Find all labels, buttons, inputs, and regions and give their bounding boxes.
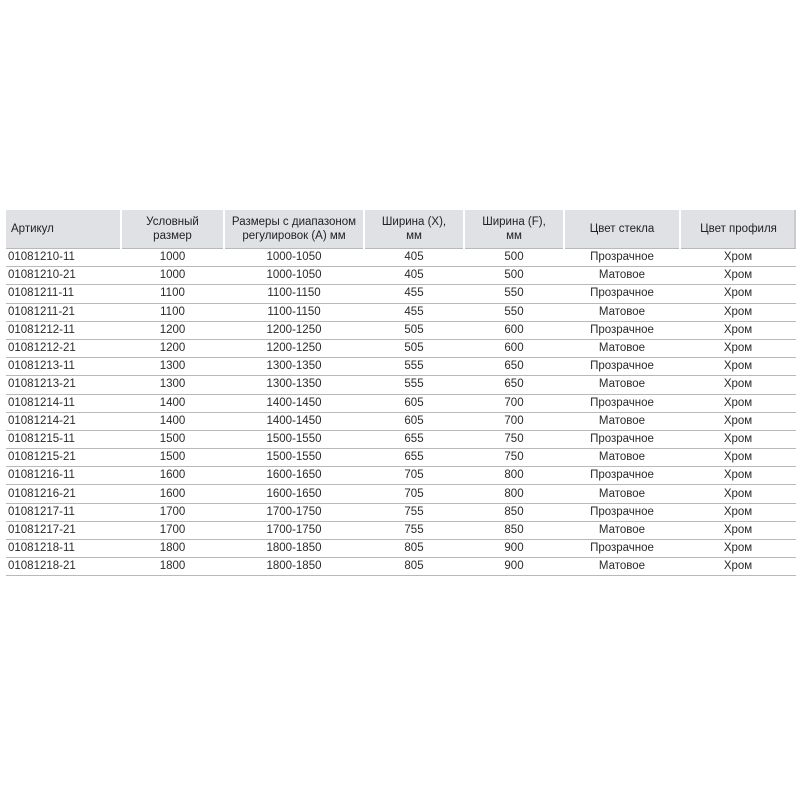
cell-glass-color: Матовое: [564, 449, 680, 467]
header-line: Размеры с диапазоном: [231, 216, 357, 228]
cell-width-f: 700: [464, 412, 564, 430]
table-header: [6, 210, 796, 249]
cell-width-x: 455: [364, 285, 464, 303]
table-row: [6, 321, 796, 339]
table-row: [6, 449, 796, 467]
header-line: Цвет стекла: [589, 223, 655, 235]
cell-width-f: 850: [464, 503, 564, 521]
cell-width-f: 500: [464, 249, 564, 267]
cell-article: 01081215-21: [6, 449, 121, 467]
cell-adjustment-range: 1800-1850: [224, 540, 364, 558]
table-row: [6, 376, 796, 394]
cell-article: 01081218-21: [6, 558, 121, 576]
cell-glass-color: Прозрачное: [564, 467, 680, 485]
table-row: [6, 339, 796, 357]
cell-adjustment-range: 1800-1850: [224, 558, 364, 576]
cell-profile-color: Хром: [680, 521, 796, 539]
cell-width-x: 805: [364, 540, 464, 558]
cell-profile-color: Хром: [680, 285, 796, 303]
column-header-nominal-size: [121, 210, 224, 249]
cell-profile-color: Хром: [680, 558, 796, 576]
header-line: размер: [153, 230, 192, 242]
cell-nominal-size: 1500: [121, 449, 224, 467]
cell-adjustment-range: 1400-1450: [224, 412, 364, 430]
cell-profile-color: Хром: [680, 339, 796, 357]
cell-adjustment-range: 1000-1050: [224, 249, 364, 267]
cell-glass-color: Матовое: [564, 485, 680, 503]
cell-width-x: 805: [364, 558, 464, 576]
cell-width-x: 605: [364, 394, 464, 412]
cell-article: 01081218-11: [6, 540, 121, 558]
cell-width-f: 650: [464, 376, 564, 394]
cell-nominal-size: 1800: [121, 540, 224, 558]
cell-width-f: 900: [464, 558, 564, 576]
cell-adjustment-range: 1200-1250: [224, 339, 364, 357]
header-line: Условный: [146, 216, 199, 228]
header-row: [6, 210, 796, 249]
cell-nominal-size: 1500: [121, 430, 224, 448]
cell-width-f: 800: [464, 467, 564, 485]
product-spec-table-container: [6, 210, 796, 576]
column-header-width-f: [464, 210, 564, 249]
cell-article: 01081211-11: [6, 285, 121, 303]
cell-width-f: 500: [464, 267, 564, 285]
column-header-profile-color: [680, 210, 796, 249]
cell-nominal-size: 1200: [121, 321, 224, 339]
cell-width-f: 550: [464, 303, 564, 321]
table-row: [6, 521, 796, 539]
cell-article: 01081213-21: [6, 376, 121, 394]
cell-width-x: 555: [364, 376, 464, 394]
cell-nominal-size: 1600: [121, 467, 224, 485]
cell-profile-color: Хром: [680, 267, 796, 285]
cell-glass-color: Матовое: [564, 303, 680, 321]
cell-adjustment-range: 1300-1350: [224, 376, 364, 394]
header-right-edge: [794, 210, 796, 248]
cell-profile-color: Хром: [680, 376, 796, 394]
cell-glass-color: Прозрачное: [564, 249, 680, 267]
cell-nominal-size: 1100: [121, 285, 224, 303]
cell-adjustment-range: 1700-1750: [224, 521, 364, 539]
cell-profile-color: Хром: [680, 321, 796, 339]
cell-width-f: 550: [464, 285, 564, 303]
cell-width-x: 405: [364, 267, 464, 285]
cell-profile-color: Хром: [680, 540, 796, 558]
cell-nominal-size: 1300: [121, 358, 224, 376]
header-line: Артикул: [11, 223, 54, 235]
cell-article: 01081215-11: [6, 430, 121, 448]
header-line: Ширина (F),: [482, 216, 546, 228]
cell-glass-color: Матовое: [564, 267, 680, 285]
cell-glass-color: Прозрачное: [564, 394, 680, 412]
cell-profile-color: Хром: [680, 503, 796, 521]
cell-width-f: 700: [464, 394, 564, 412]
header-line: Цвет профиля: [700, 223, 777, 235]
cell-glass-color: Прозрачное: [564, 285, 680, 303]
cell-nominal-size: 1000: [121, 249, 224, 267]
cell-width-f: 750: [464, 449, 564, 467]
cell-glass-color: Матовое: [564, 412, 680, 430]
cell-article: 01081214-11: [6, 394, 121, 412]
cell-adjustment-range: 1000-1050: [224, 267, 364, 285]
cell-glass-color: Прозрачное: [564, 503, 680, 521]
cell-glass-color: Прозрачное: [564, 358, 680, 376]
cell-article: 01081217-11: [6, 503, 121, 521]
cell-glass-color: Матовое: [564, 521, 680, 539]
column-header-article: [6, 210, 121, 249]
table-row: [6, 285, 796, 303]
cell-glass-color: Матовое: [564, 558, 680, 576]
cell-glass-color: Матовое: [564, 376, 680, 394]
cell-glass-color: Матовое: [564, 339, 680, 357]
cell-nominal-size: 1700: [121, 521, 224, 539]
cell-article: 01081217-21: [6, 521, 121, 539]
header-line: мм: [506, 230, 522, 242]
cell-width-f: 850: [464, 521, 564, 539]
cell-glass-color: Прозрачное: [564, 321, 680, 339]
table-body: [6, 249, 796, 576]
cell-adjustment-range: 1100-1150: [224, 303, 364, 321]
cell-width-x: 755: [364, 503, 464, 521]
cell-adjustment-range: 1600-1650: [224, 485, 364, 503]
cell-profile-color: Хром: [680, 467, 796, 485]
header-line: Ширина (Х),: [381, 216, 447, 228]
table-row: [6, 558, 796, 576]
cell-nominal-size: 1000: [121, 267, 224, 285]
cell-article: 01081211-21: [6, 303, 121, 321]
cell-article: 01081214-21: [6, 412, 121, 430]
cell-profile-color: Хром: [680, 485, 796, 503]
cell-profile-color: Хром: [680, 358, 796, 376]
cell-adjustment-range: 1200-1250: [224, 321, 364, 339]
table-row: [6, 412, 796, 430]
cell-profile-color: Хром: [680, 394, 796, 412]
cell-profile-color: Хром: [680, 430, 796, 448]
cell-adjustment-range: 1300-1350: [224, 358, 364, 376]
table-row: [6, 394, 796, 412]
cell-adjustment-range: 1600-1650: [224, 467, 364, 485]
cell-adjustment-range: 1700-1750: [224, 503, 364, 521]
cell-nominal-size: 1400: [121, 412, 224, 430]
cell-width-x: 705: [364, 485, 464, 503]
table-row: [6, 503, 796, 521]
column-header-width-x: [364, 210, 464, 249]
table-row: [6, 267, 796, 285]
cell-width-f: 750: [464, 430, 564, 448]
product-spec-table: [6, 210, 796, 576]
column-header-adjustment-range: [224, 210, 364, 249]
cell-width-x: 605: [364, 412, 464, 430]
cell-width-f: 800: [464, 485, 564, 503]
column-header-glass-color: [564, 210, 680, 249]
cell-profile-color: Хром: [680, 303, 796, 321]
cell-article: 01081210-11: [6, 249, 121, 267]
cell-width-x: 705: [364, 467, 464, 485]
cell-width-x: 405: [364, 249, 464, 267]
header-line: регулировок (А) мм: [242, 230, 346, 242]
cell-article: 01081216-21: [6, 485, 121, 503]
cell-width-x: 555: [364, 358, 464, 376]
cell-glass-color: Прозрачное: [564, 540, 680, 558]
table-row: [6, 249, 796, 267]
table-row: [6, 485, 796, 503]
cell-width-f: 900: [464, 540, 564, 558]
cell-width-x: 505: [364, 339, 464, 357]
cell-width-f: 600: [464, 339, 564, 357]
cell-width-x: 655: [364, 449, 464, 467]
cell-width-x: 455: [364, 303, 464, 321]
header-line: мм: [406, 230, 422, 242]
cell-nominal-size: 1700: [121, 503, 224, 521]
cell-width-f: 600: [464, 321, 564, 339]
cell-profile-color: Хром: [680, 249, 796, 267]
table-row: [6, 358, 796, 376]
cell-adjustment-range: 1500-1550: [224, 449, 364, 467]
cell-article: 01081216-11: [6, 467, 121, 485]
cell-nominal-size: 1300: [121, 376, 224, 394]
cell-adjustment-range: 1400-1450: [224, 394, 364, 412]
cell-width-f: 650: [464, 358, 564, 376]
cell-nominal-size: 1100: [121, 303, 224, 321]
cell-nominal-size: 1600: [121, 485, 224, 503]
cell-nominal-size: 1400: [121, 394, 224, 412]
cell-width-x: 755: [364, 521, 464, 539]
cell-width-x: 655: [364, 430, 464, 448]
cell-adjustment-range: 1100-1150: [224, 285, 364, 303]
cell-profile-color: Хром: [680, 412, 796, 430]
cell-article: 01081212-21: [6, 339, 121, 357]
table-row: [6, 467, 796, 485]
table-row: [6, 430, 796, 448]
cell-nominal-size: 1800: [121, 558, 224, 576]
cell-profile-color: Хром: [680, 449, 796, 467]
cell-width-x: 505: [364, 321, 464, 339]
cell-nominal-size: 1200: [121, 339, 224, 357]
cell-article: 01081213-11: [6, 358, 121, 376]
cell-adjustment-range: 1500-1550: [224, 430, 364, 448]
table-row: [6, 540, 796, 558]
cell-glass-color: Прозрачное: [564, 430, 680, 448]
cell-article: 01081212-11: [6, 321, 121, 339]
cell-article: 01081210-21: [6, 267, 121, 285]
table-row: [6, 303, 796, 321]
